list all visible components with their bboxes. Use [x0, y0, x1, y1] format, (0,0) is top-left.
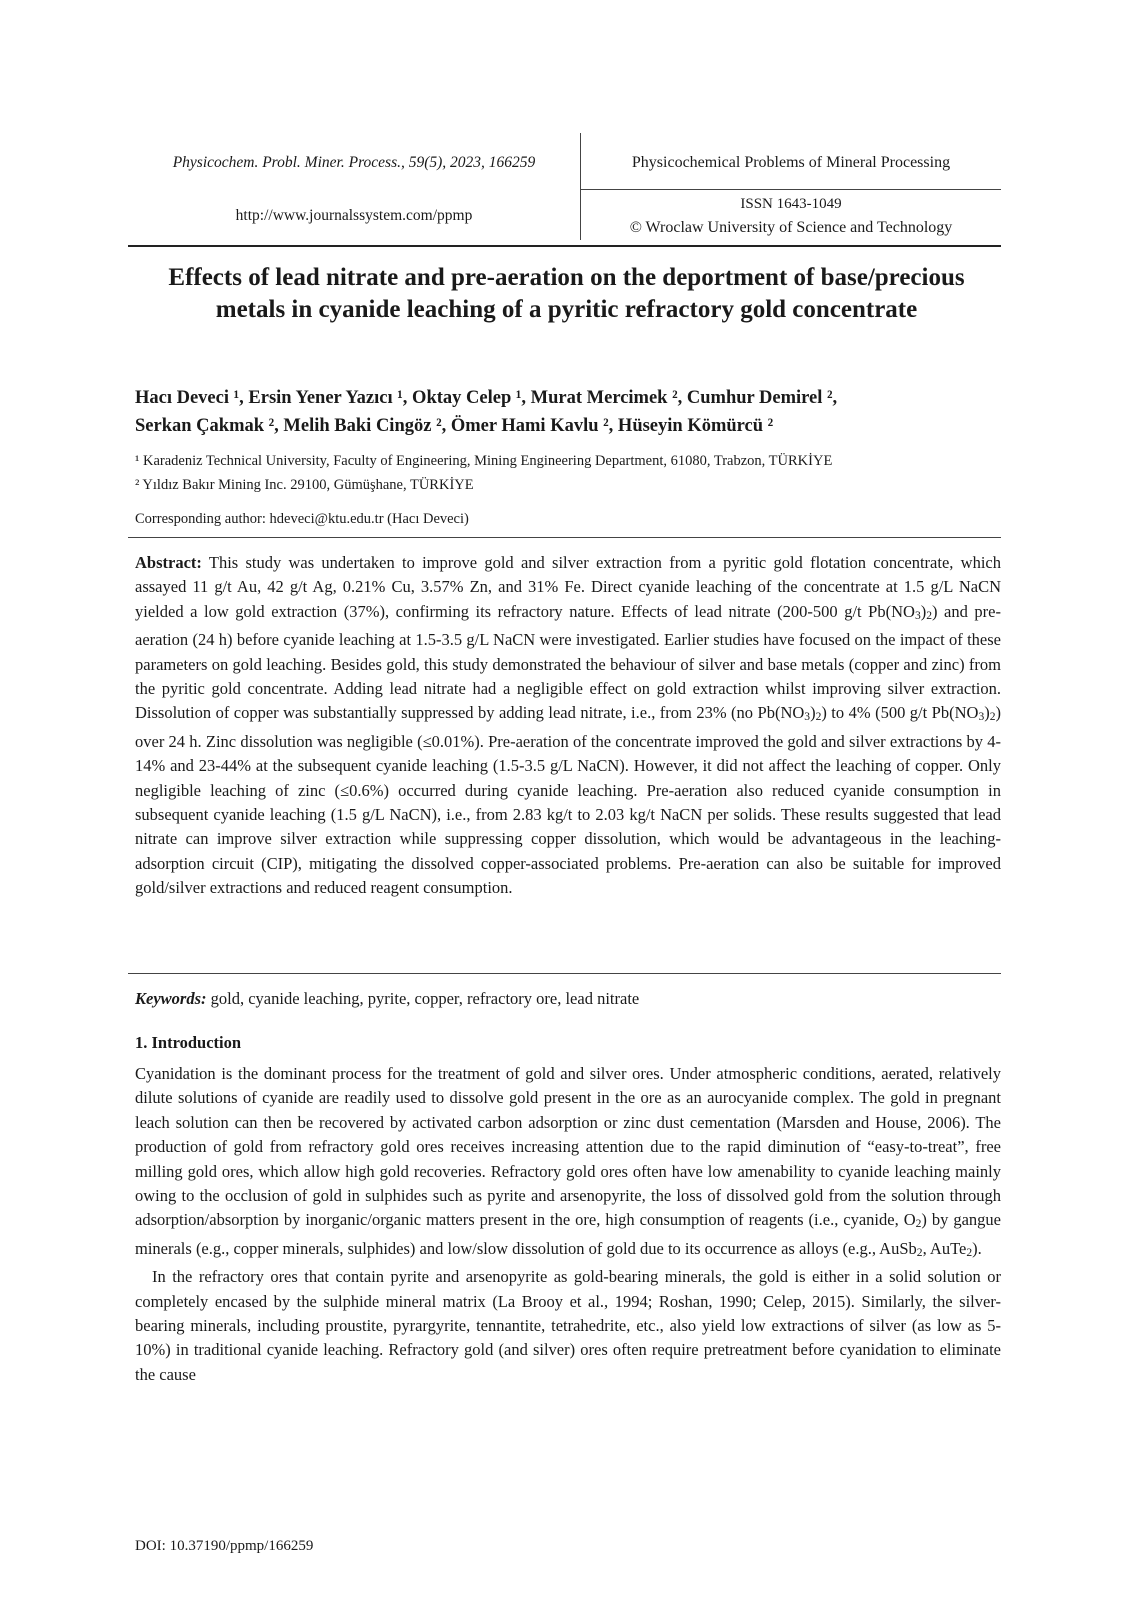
paper-title: Effects of lead nitrate and pre-aeration on the deportment of base/precious metals in cyanide leaching of a pyritic refractory gold concentrate	[168, 264, 965, 323]
header-horizontal-divider	[581, 189, 1001, 190]
copyright: © Wroclaw University of Science and Technology	[629, 219, 953, 236]
journal-name: Physicochemical Problems of Mineral Processing	[631, 154, 951, 171]
subscript: 2	[926, 609, 932, 622]
abstract-top-rule	[128, 537, 1001, 538]
paragraph-text: ).	[972, 1238, 982, 1258]
journal-url[interactable]: http://www.journalssystem.com/ppmp	[235, 207, 473, 224]
abstract-label: Abstract:	[135, 553, 202, 572]
paragraph-text: , AuTe	[922, 1238, 967, 1258]
abstract-text: ) to 4% (500 g/t Pb(NO	[821, 703, 979, 723]
subscript: 3	[804, 711, 811, 724]
paragraph	[135, 1062, 1001, 1265]
paragraph-text: Cyanidation is the dominant process for the treatment of gold and silver ores. Under atmospheric conditions, aerated, relatively dilute solutions of cyanide are readily used to dissolve gold present in the ore as an aurocyanide complex. The gold in pregnant leach solution can then be recovered by activated carbon adsorption or zinc dust cementation (Marsden and House, 2006). The production of gold from refractory gold ores receives increasing attention due to the rapid diminution of “easy-to-treat”, free milling gold ores, which allow high gold recoveries. Refractory gold ores often have low amenability to cyanide leaching mainly owing to the occlusion of gold in sulphides such as pyrite and arsenopyrite, the loss of dissolved gold from the solution through adsorption/absorption by inorganic/organic matters present in the ore, high consumption of reagents (i.e., cyanide, O	[135, 1064, 1001, 1230]
paragraph-text: ) by gangue minerals (e.g., copper minerals, sulphides) and low/slow dissolution of gold due to its occurrence as alloys (e.g., AuSb	[135, 1210, 1001, 1258]
issn: ISSN 1643-1049	[740, 196, 842, 212]
affiliation-1: ¹ Karadeniz Technical University, Faculty of Engineering, Mining Engineering Department, 61080, Trabzon, TÜRKİYE	[135, 453, 833, 469]
keywords-text: gold, cyanide leaching, pyrite, copper, refractory ore, lead nitrate	[206, 989, 640, 1008]
abstract	[135, 551, 1001, 901]
author-line-2: Serkan Çakmak ², Melih Baki Cingöz ², Ömer Hami Kavlu ², Hüseyin Kömürcü ²	[135, 416, 774, 436]
author-line-1: Hacı Deveci ¹, Ersin Yener Yazıcı ¹, Oktay Celep ¹, Murat Mercimek ², Cumhur Demirel ²,	[135, 388, 838, 408]
journal-header	[128, 133, 1001, 246]
corresponding-author: Corresponding author: hdeveci@ktu.edu.tr (Hacı Deveci)	[135, 511, 469, 527]
abstract-text: )	[920, 601, 927, 621]
abstract-text: )	[810, 703, 816, 723]
subscript: 2	[966, 1246, 973, 1259]
header-rule	[128, 245, 1001, 247]
subscript: 3	[978, 711, 985, 724]
paragraph: In the refractory ores that contain pyrite and arsenopyrite as gold-bearing minerals, the gold is either in a solid solution or completely encased by the sulphide mineral matrix (La Brooy et al., 1994; Roshan, 1990; Celep, 2015). Similarly, the silver-bearing minerals, including proustite, pyrargyrite, tennantite, tetrahedrite, etc., also yield low extractions of silver (as low as 5-10%) in traditional cyanide leaching. Refractory gold (and silver) ores often require pretreatment before cyanidation to eliminate the cause	[135, 1267, 1001, 1384]
doi-footer[interactable]: DOI: 10.37190/ppmp/166259	[135, 1538, 314, 1554]
keywords-label: Keywords:	[135, 989, 207, 1008]
subscript: 2	[915, 1218, 922, 1231]
abstract-text: ) and pre-aeration (24 h) before cyanide leaching at 1.5-3.5 g/L NaCN were investigated. Earlier studies have focused on the impact of these parameters on gold leaching. Besides gold, this study demonstrated the behaviour of silver and base metals (copper and zinc) from the pyritic gold concentrate. Adding lead nitrate had a negligible effect on gold extraction whilst improving silver extraction. Dissolution of copper was substantially suppressed by adding lead nitrate, i.e., from 23% (no Pb(NO	[135, 601, 1001, 723]
author-list	[135, 384, 1003, 440]
abstract-text: This study was undertaken to improve gold and silver extraction from a pyritic gold flotation concentrate, which assayed 11 g/t Au, 42 g/t Ag, 0.21% Cu, 3.57% Zn, and 31% Fe. Direct cyanide leaching of the concentrate at 1.5 g/L NaCN yielded a low gold extraction (37%), confirming its refractory nature. Effects of lead nitrate (200-500 g/t Pb(NO	[135, 553, 1001, 621]
abstract-bottom-rule	[128, 973, 1001, 974]
abstract-text: ) over 24 h. Zinc dissolution was negligible (≤0.01%). Pre-aeration of the concentrate improved the gold and silver extractions by 4-14% and 23-44% at the subsequent cyanide leaching (1.5-3.5 g/L NaCN). However, it did not affect the leaching of copper. Only negligible leaching of zinc (≤0.6%) occurred during cyanide leaching. Pre-aeration also reduced cyanide consumption in subsequent cyanide leaching (1.5 g/L NaCN), i.e., from 2.83 kg/t to 2.03 kg/t NaCN per solids. These results suggested that lead nitrate can improve silver extraction while suppressing copper dissolution, which would be advantageous in the leaching-adsorption circuit (CIP), mitigating the dissolved copper-associated problems. Pre-aeration can also be suitable for improved gold/silver extractions and reduced reagent consumption.	[135, 703, 1001, 898]
subscript: 2	[989, 711, 996, 724]
subscript: 3	[914, 609, 921, 622]
abstract-text: )	[984, 703, 990, 723]
keywords	[135, 989, 639, 1009]
introduction-body	[135, 1062, 1001, 1387]
subscript: 2	[916, 1246, 923, 1259]
citation-line: Physicochem. Probl. Miner. Process., 59(5), 2023, 166259	[172, 154, 536, 171]
affiliation-2: ² Yıldız Bakır Mining Inc. 29100, Gümüşhane, TÜRKİYE	[135, 477, 474, 493]
subscript: 2	[815, 711, 822, 724]
section-heading-introduction: 1. Introduction	[135, 1033, 242, 1052]
